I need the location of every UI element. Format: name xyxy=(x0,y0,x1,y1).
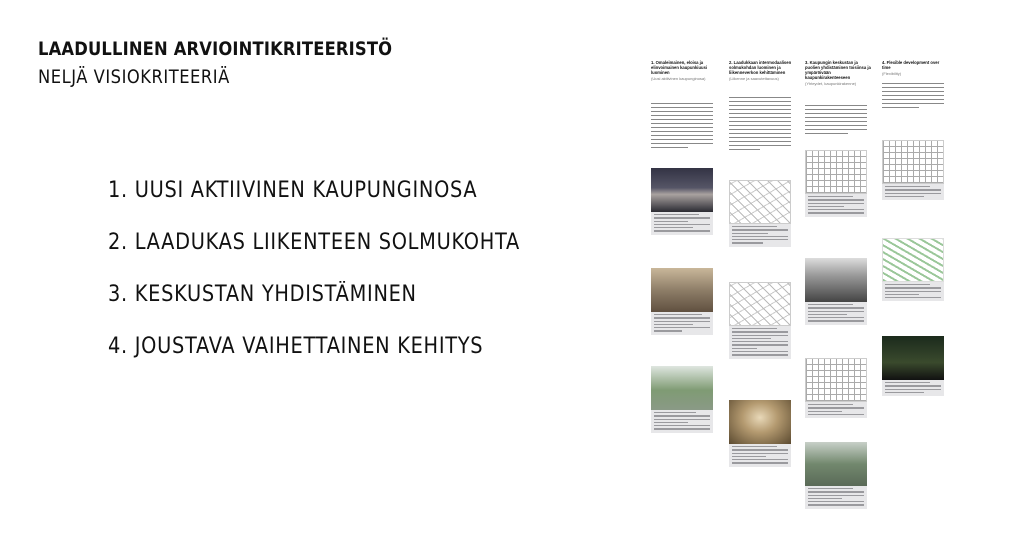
poster-card-image xyxy=(651,366,713,410)
poster-column-3-body xyxy=(805,102,867,134)
poster-card-image xyxy=(805,258,867,302)
poster-card xyxy=(805,358,867,418)
poster-card-image xyxy=(805,442,867,486)
criterion-2: 2. LAADUKAS LIIKENTEEN SOLMUKOHTA xyxy=(108,230,520,255)
poster-column-4-subheading: (Flexibility) xyxy=(882,71,902,76)
poster-card-image xyxy=(882,238,944,282)
criteria-list xyxy=(108,178,576,386)
poster-card-image xyxy=(729,180,791,224)
poster-card xyxy=(805,150,867,217)
poster-column-2-heading: 2. Laadukkaan intermodaalisen solmukohdan luominen ja liikenneverkon kehittäminen xyxy=(729,60,792,75)
poster-card xyxy=(651,366,713,433)
poster-column-3 xyxy=(805,60,871,86)
poster-column-2-body xyxy=(729,94,791,150)
page-title: LAADULLINEN ARVIOINTIKRITEERISTÖ xyxy=(38,38,393,60)
poster-column-4-body xyxy=(882,80,944,108)
poster-card xyxy=(729,400,791,467)
page-subtitle: NELJÄ VISIOKRITEERIÄ xyxy=(38,66,230,88)
criterion-1: 1. UUSI AKTIIVINEN KAUPUNGINOSA xyxy=(108,178,478,203)
poster-column-2-subheading: (Liikenne ja saavutettavuus) xyxy=(729,76,779,81)
poster-column-4-heading: 4. Flexible development over time xyxy=(882,60,940,70)
poster-card-image xyxy=(805,358,867,402)
poster-card xyxy=(882,238,944,301)
poster-card xyxy=(651,168,713,235)
poster-column-1-heading: 1. Omaleimainen, eloisa ja elinvoimainen kaupunkiuusi luominen xyxy=(651,60,708,75)
poster-card-image xyxy=(882,336,944,380)
poster-card xyxy=(882,140,944,200)
poster-column-2 xyxy=(729,60,795,81)
poster-card xyxy=(805,442,867,509)
poster-card-image xyxy=(651,168,713,212)
criterion-4: 4. JOUSTAVA VAIHETTAINEN KEHITYS xyxy=(108,334,484,359)
poster-card-image xyxy=(882,140,944,184)
poster-card-image xyxy=(651,268,713,312)
poster-column-1-body xyxy=(651,100,713,148)
poster-card xyxy=(651,268,713,335)
poster-column-3-heading: 3. Kaupungin keskustan ja puolien yhdistäminen toisiinsa ja ympäröivään kaupunkirakenteeseen xyxy=(805,60,871,80)
poster-card xyxy=(729,180,791,247)
poster-card-image xyxy=(729,400,791,444)
criterion-3: 3. KESKUSTAN YHDISTÄMINEN xyxy=(108,282,417,307)
poster-column-3-subheading: (Yhteydet, kaupunkirakenne) xyxy=(805,81,857,86)
poster-column-1-subheading: (Uusi aktiivinen kaupunginosa) xyxy=(651,76,706,81)
poster-card-image xyxy=(805,150,867,194)
criteria-poster xyxy=(645,60,955,530)
poster-card-image xyxy=(729,282,791,326)
poster-column-1 xyxy=(651,60,717,85)
poster-card xyxy=(805,258,867,325)
poster-card xyxy=(729,282,791,359)
poster-column-4 xyxy=(882,60,948,76)
poster-card xyxy=(882,336,944,396)
title-block xyxy=(38,38,450,88)
